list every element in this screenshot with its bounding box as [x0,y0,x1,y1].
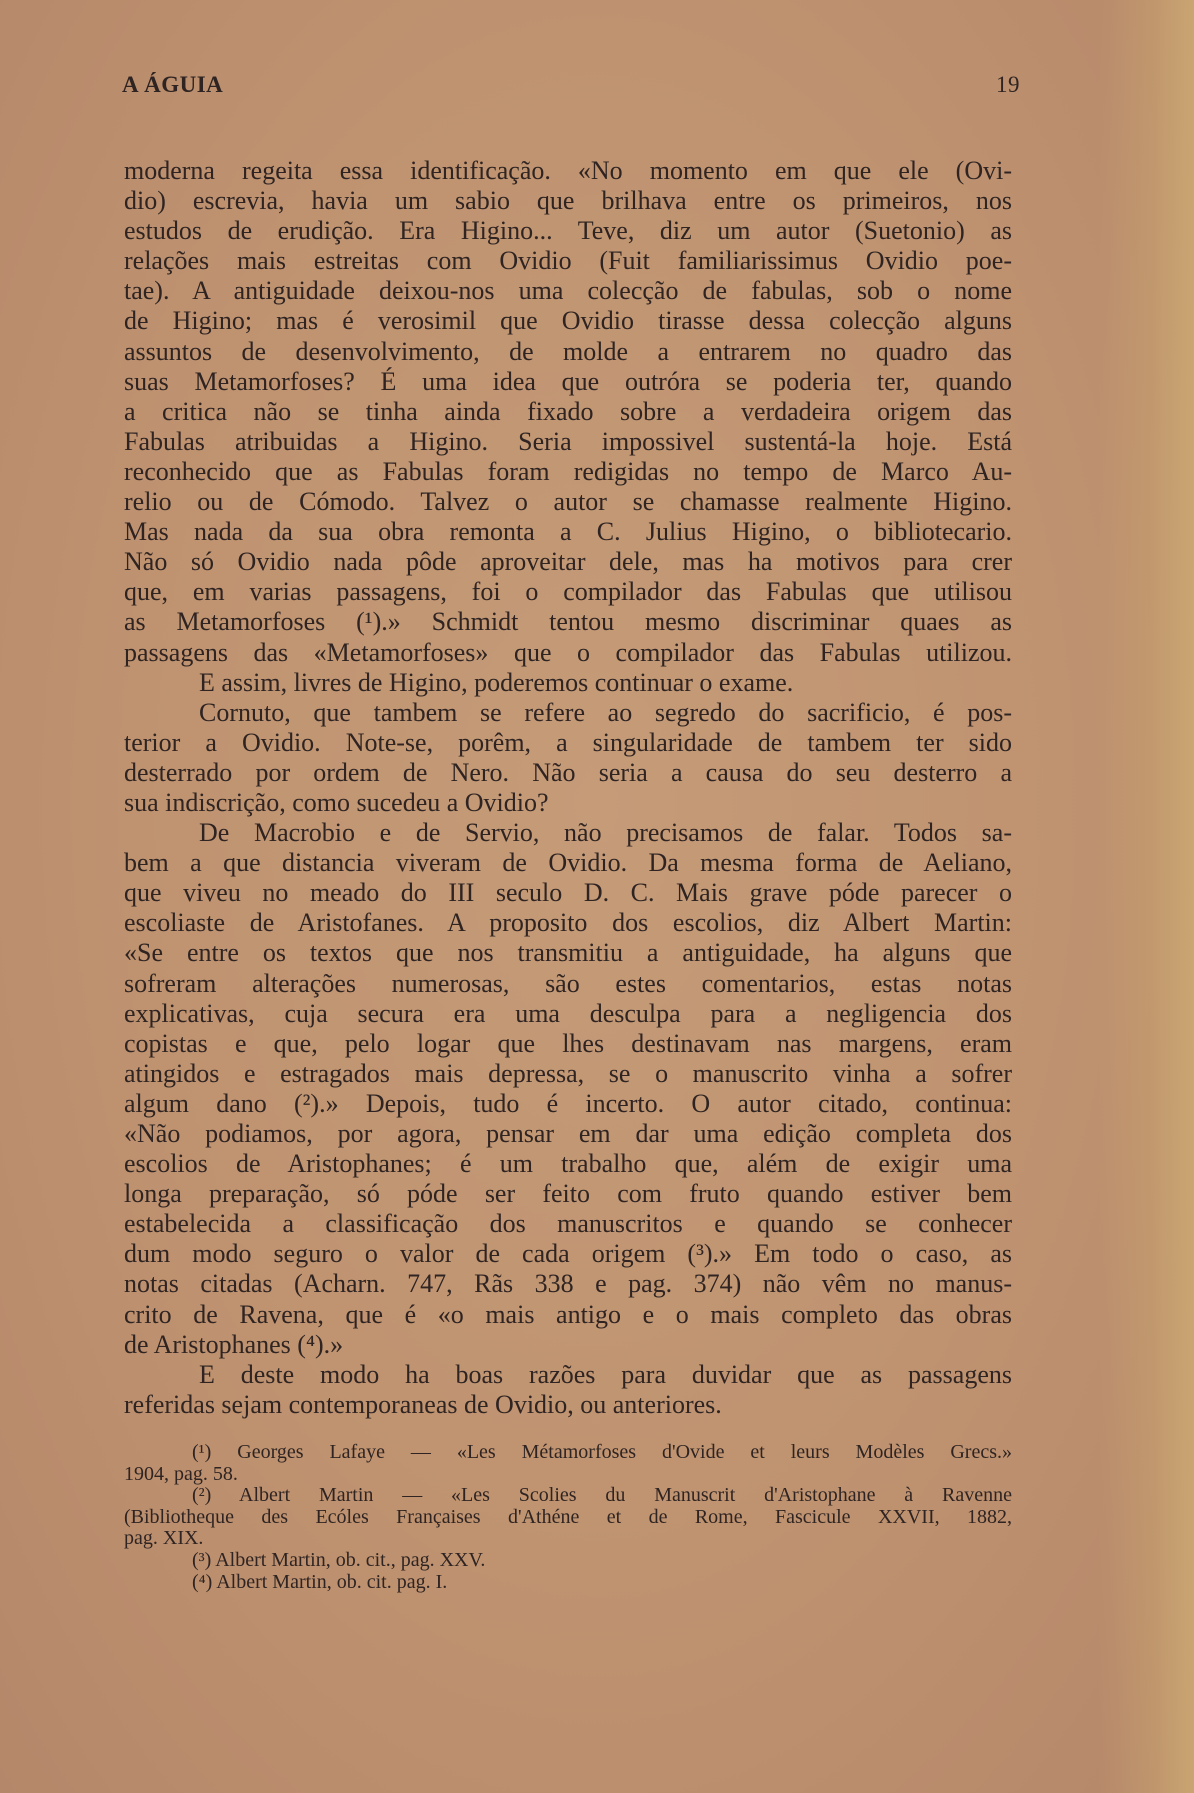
text-line: notas citadas (Acharn. 747, Rãs 338 e pag. 374) não vêm no manus- [124,1269,1012,1299]
article-body [124,156,1012,1420]
text-line: desterrado por ordem de Nero. Não seria a causa do seu desterro a [124,757,1012,787]
page-number: 19 [996,72,1020,97]
text-line: que viveu no meado do III seculo D. C. Mais grave póde parecer o [124,878,1012,908]
text-line: E assim, livres de Higino, poderemos continuar o exame. [199,667,794,697]
footnotes [124,1442,1012,1593]
text-line: escoliaste de Aristofanes. A proposito dos escolios, diz Albert Martin: [124,908,1012,938]
text-line: que, em varias passagens, foi o compilador das Fabulas que utilisou [124,577,1012,607]
footnote-line: (³) Albert Martin, ob. cit., pag. XXV. [192,1548,486,1571]
text-line: E deste modo ha boas razões para duvidar que as passagens [199,1359,1012,1389]
text-line: referidas sejam contemporaneas de Ovidio, ou anteriores. [124,1389,722,1419]
text-line: De Macrobio e de Servio, não precisamos de falar. Todos sa- [199,818,1012,848]
page-edge [1099,0,1194,1793]
text-line: explicativas, cuja secura era uma desculpa para a negligencia dos [124,998,1012,1028]
footnote-line: (¹) Georges Lafaye — «Les Métamorfoses d'Ovide et leurs Modèles Grecs.» [192,1441,1012,1463]
footnote-line: 1904, pag. 58. [124,1462,238,1485]
text-line: terior a Ovidio. Note-se, porêm, a singularidade de tambem ter sido [124,727,1012,757]
text-line: de Higino; mas é verosimil que Ovidio tirasse dessa colecção alguns [124,306,1012,336]
text-line: suas Metamorfoses? É uma idea que outróra se poderia ter, quando [124,366,1012,396]
text-line: as Metamorfoses (¹).» Schmidt tentou mesmo discriminar quaes as [124,607,1012,637]
text-line: tae). A antiguidade deixou-nos uma colecção de fabulas, sob o nome [124,276,1012,306]
text-line: escolios de Aristophanes; é um trabalho que, além de exigir uma [124,1149,1012,1179]
text-line: sofreram alterações numerosas, são estes comentarios, estas notas [124,968,1012,998]
footnote-line: (Bibliotheque des Ecóles Françaises d'Athéne et de Rome, Fascicule XXVII, 1882, [124,1505,1012,1528]
text-line: Cornuto, que tambem se refere ao segredo do sacrificio, é pos- [199,697,1012,727]
text-line: atingidos e estragados mais depressa, se o manuscrito vinha a sofrer [124,1058,1012,1088]
text-line: relio ou de Cómodo. Talvez o autor se chamasse realmente Higino. [124,487,1012,517]
text-line: de Aristophanes (⁴).» [124,1329,344,1359]
text-line: dio) escrevia, havia um sabio que brilhava entre os primeiros, nos [124,186,1012,216]
text-line: reconhecido que as Fabulas foram redigidas no tempo de Marco Au- [124,456,1012,486]
text-line: copistas e que, pelo logar que lhes destinavam nas margens, eram [124,1028,1012,1058]
text-line: moderna regeita essa identificação. «No momento em que ele (Ovi- [124,156,1012,185]
footnote-line: pag. XIX. [124,1527,204,1550]
footnote-line: (⁴) Albert Martin, ob. cit. pag. I. [192,1570,448,1593]
text-line: sua indiscrição, como sucedeu a Ovidio? [124,787,549,817]
text-line: crito de Ravena, que é «o mais antigo e o mais completo das obras [124,1299,1012,1329]
text-line: algum dano (²).» Depois, tudo é incerto. O autor citado, continua: [124,1088,1012,1118]
text-line: assuntos de desenvolvimento, de molde a entrarem no quadro das [124,336,1012,366]
running-head [122,72,1020,108]
text-line: estabelecida a classificação dos manuscritos e quando se conhecer [124,1209,1012,1239]
text-line: relações mais estreitas com Ovidio (Fuit familiarissimus Ovidio poe- [124,246,1012,276]
text-line: a critica não se tinha ainda fixado sobre a verdadeira origem das [124,396,1012,426]
text-line: Fabulas atribuidas a Higino. Seria impossivel sustentá-la hoje. Está [124,426,1012,456]
text-line: bem a que distancia viveram de Ovidio. Da mesma forma de Aeliano, [124,848,1012,878]
text-line: «Se entre os textos que nos transmitiu a antiguidade, ha alguns que [124,938,1012,968]
text-line: passagens das «Metamorfoses» que o compilador das Fabulas utilizou. [124,637,1012,667]
text-line: Não só Ovidio nada pôde aproveitar dele, mas ha motivos para crer [124,547,1012,577]
text-line: estudos de erudição. Era Higino... Teve, diz um autor (Suetonio) as [124,216,1012,246]
footnote-line: (²) Albert Martin — «Les Scolies du Manuscrit d'Aristophane à Ravenne [192,1484,1012,1507]
text-line: dum modo seguro o valor de cada origem (³).» Em todo o caso, as [124,1239,1012,1269]
text-line: Mas nada da sua obra remonta a C. Julius Higino, o bibliotecario. [124,517,1012,547]
text-line: longa preparação, só póde ser feito com fruto quando estiver bem [124,1179,1012,1209]
journal-title: A ÁGUIA [122,72,224,97]
text-line: «Não podiamos, por agora, pensar em dar uma edição completa dos [124,1119,1012,1148]
